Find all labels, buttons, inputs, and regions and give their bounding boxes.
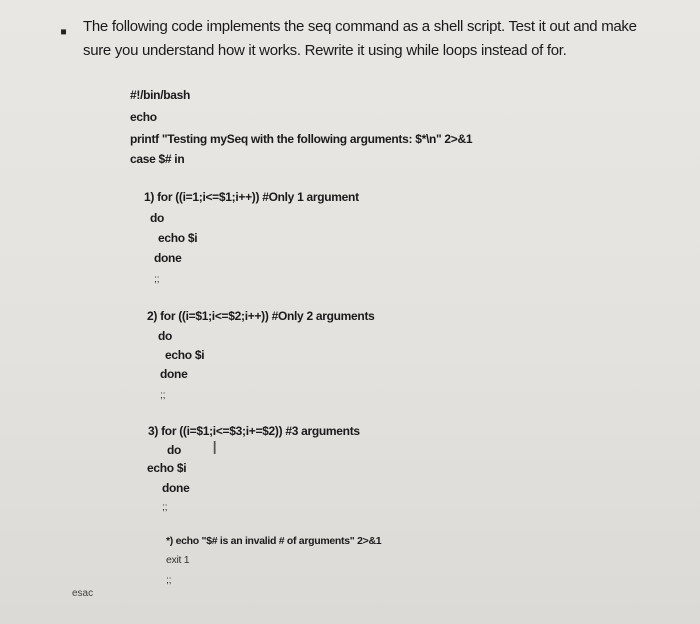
case2-do: do [158, 329, 173, 343]
instructions-paragraph: The following code implements the seq command as a shell script. Test it out and make sure you understand how it works. Rewrite it using while loops instead of for. [83, 18, 637, 59]
case4-terminator: ;; [166, 574, 172, 586]
case1-do: do [150, 211, 165, 225]
case2-for: 2) for ((i=$1;i<=$2;i++)) #Only 2 arguments [147, 309, 375, 323]
case3-do: do [167, 443, 182, 457]
code-shebang: #!/bin/bash [130, 88, 191, 102]
code-case: case $# in [130, 152, 185, 166]
case4-echo: *) echo "$# is an invalid # of arguments" 2>&1 [166, 535, 382, 547]
case1-done: done [154, 251, 182, 265]
bullet-icon: ▪ [60, 21, 68, 43]
case3-done: done [162, 481, 190, 495]
case1-for: 1) for ((i=1;i<=$1;i++)) #Only 1 argument [144, 190, 359, 204]
case1-terminator: ;; [154, 273, 160, 285]
text-cursor-icon: I [212, 438, 218, 459]
case3-echo: echo $i [147, 461, 187, 475]
code-printf: printf "Testing mySeq with the following arguments: $*\n" 2>&1 [130, 132, 473, 146]
case3-terminator: ;; [162, 501, 168, 513]
code-echo: echo [130, 110, 157, 124]
case2-done: done [160, 367, 188, 381]
case4-exit: exit 1 [166, 554, 190, 566]
case1-echo: echo $i [158, 231, 198, 245]
code-esac: esac [72, 588, 94, 599]
case2-terminator: ;; [160, 389, 166, 401]
case3-for: 3) for ((i=$1;i<=$3;i+=$2)) #3 arguments [148, 424, 360, 438]
case2-echo: echo $i [165, 348, 205, 362]
